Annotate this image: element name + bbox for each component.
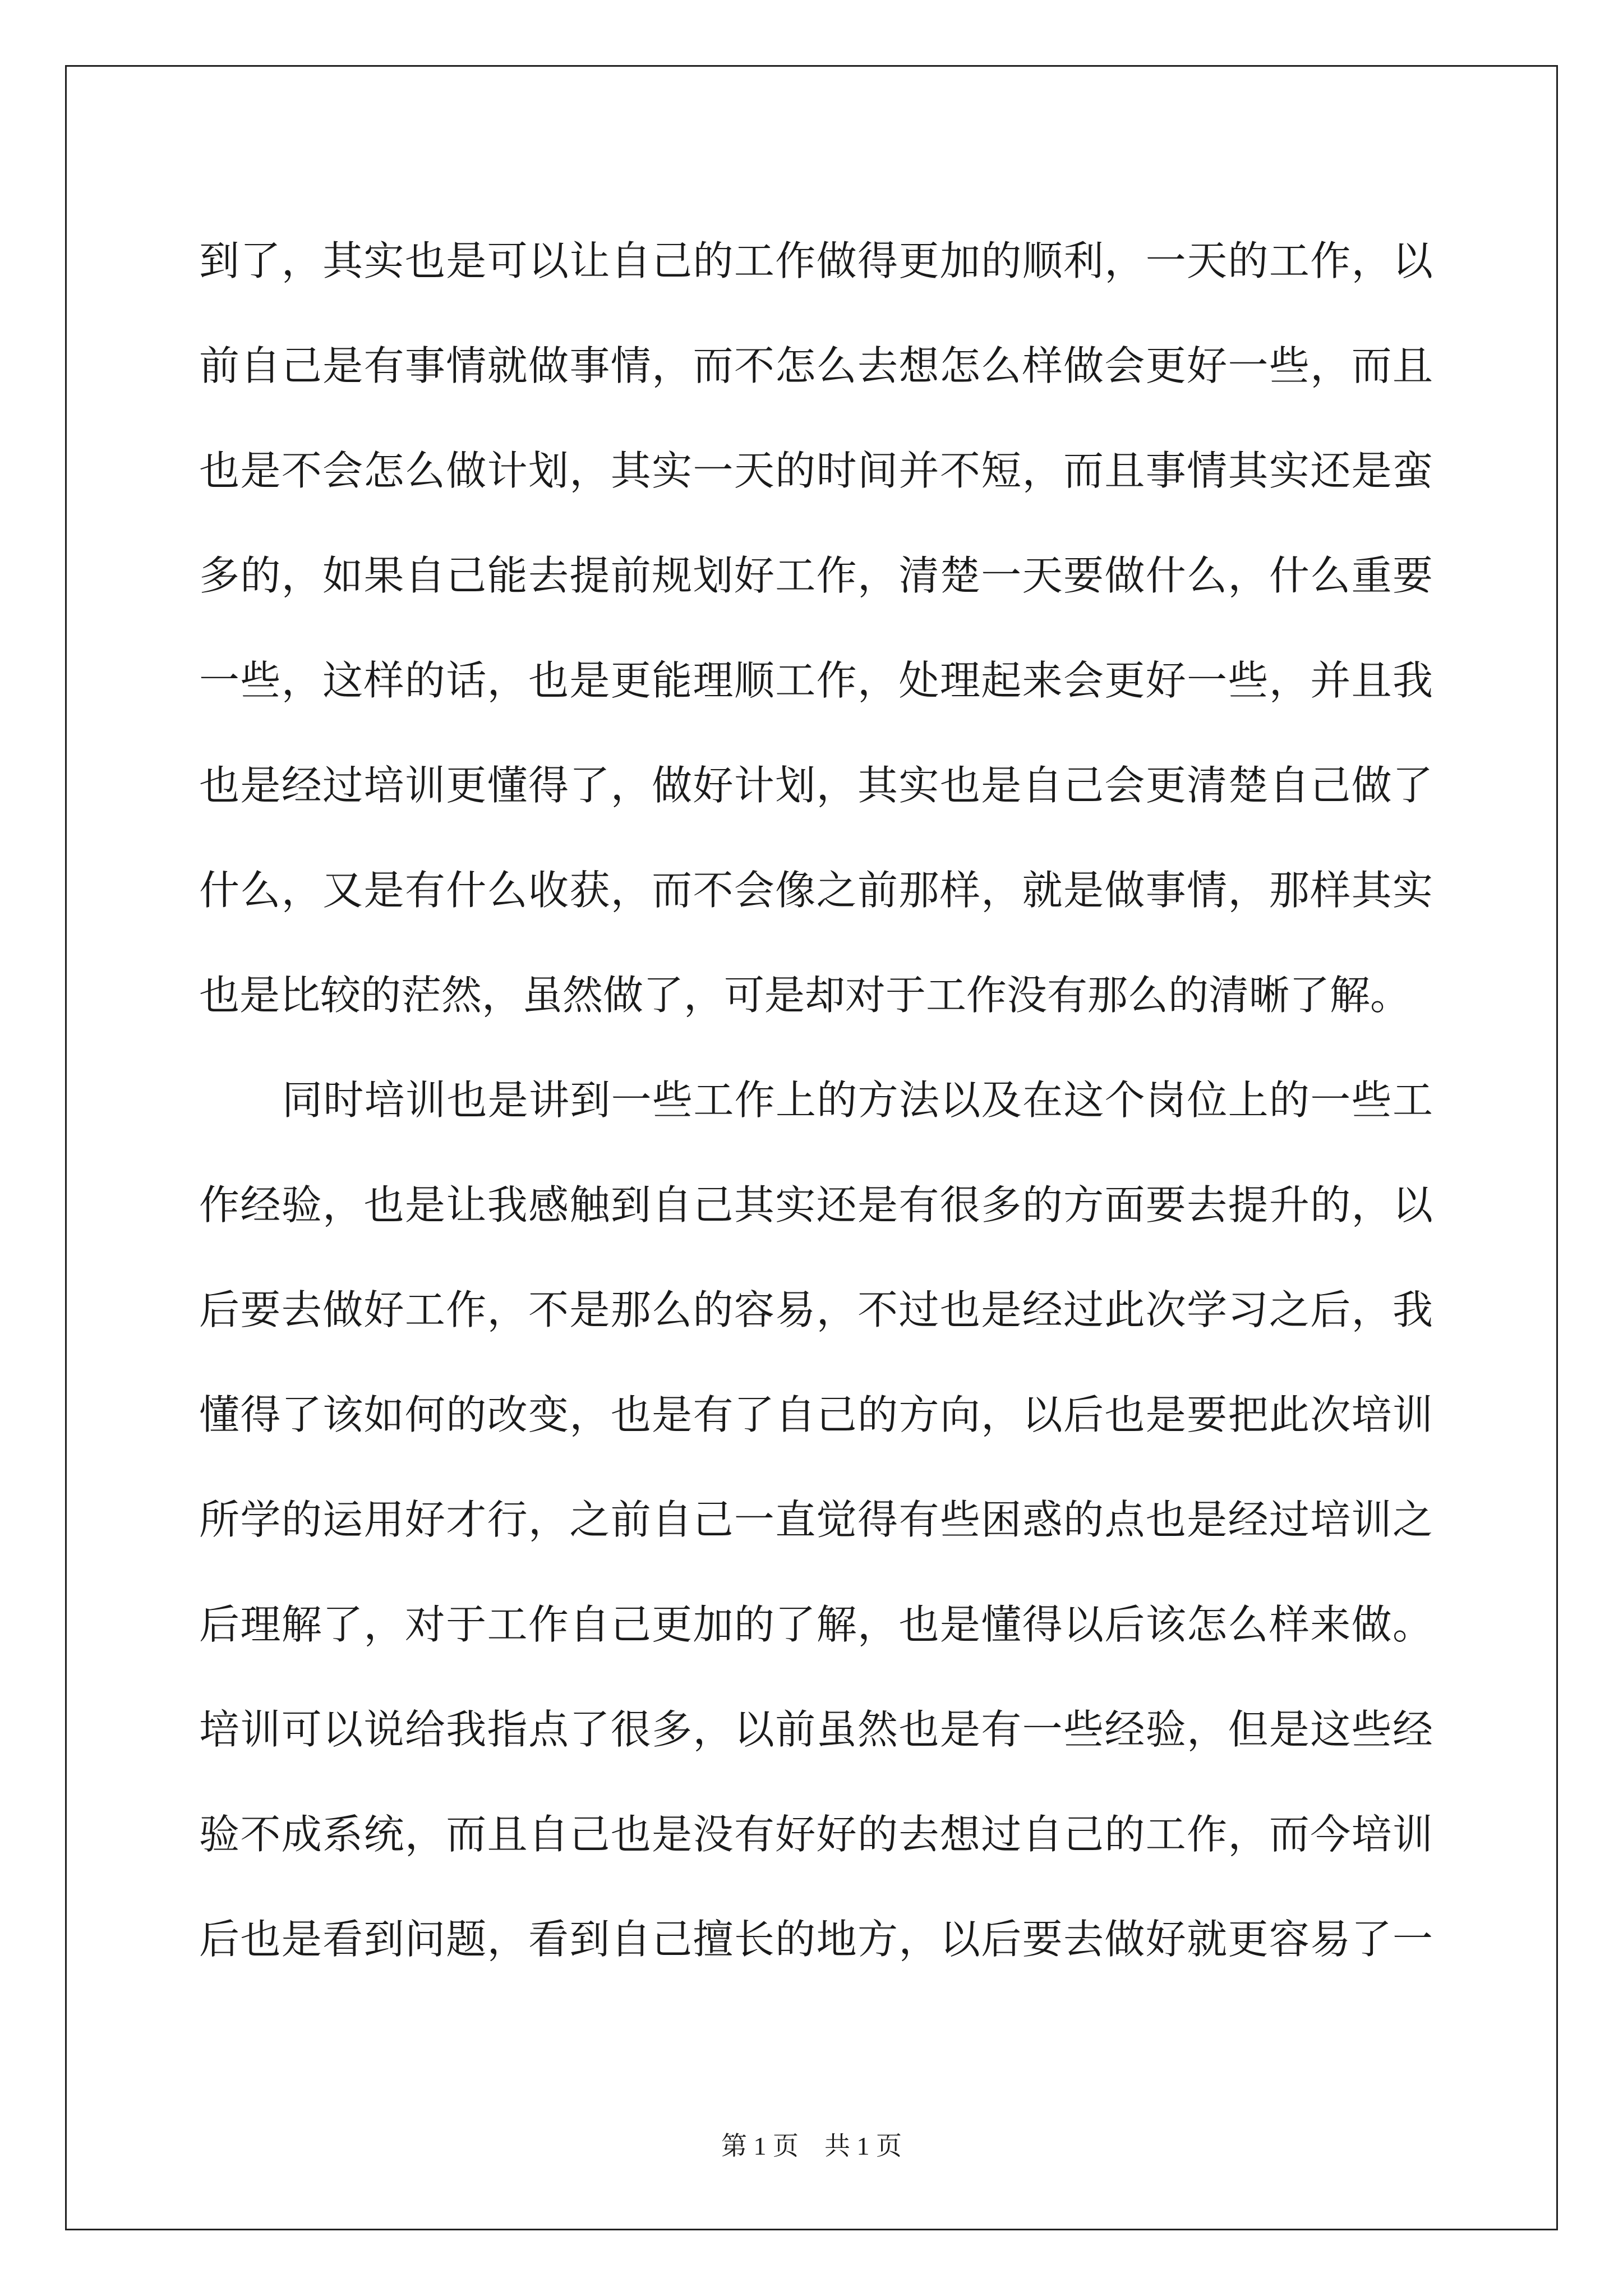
paragraph-1-line-8: 也是比较的茫然，虽然做了，可是却对于工作没有那么的清晰了解。 [199,972,1411,1019]
paragraph-1-line-2: 前自己是有事情就做事情，而不怎么去想怎么样做会更好一些，而且 [199,342,1433,389]
paragraph-2-line-3: 后要去做好工作，不是那么的容易，不过也是经过此次学习之后，我 [199,1286,1433,1333]
paragraph-2-line-1: 同时培训也是讲到一些工作上的方法以及在这个岗位上的一些工 [282,1076,1433,1124]
paragraph-2-line-9: 后也是看到问题，看到自己擅长的地方，以后要去做好就更容易了一 [199,1916,1433,1963]
paragraph-1-line-1: 到了，其实也是可以让自己的工作做得更加的顺利，一天的工作，以 [199,237,1433,284]
paragraph-2-line-4: 懂得了该如何的改变，也是有了自己的方向，以后也是要把此次培训 [199,1391,1433,1438]
paragraph-1-line-4: 多的，如果自己能去提前规划好工作，清楚一天要做什么，什么重要 [199,552,1433,599]
page-number: 第 1 页 共 1 页 [721,2132,902,2160]
paragraph-2-line-2: 作经验，也是让我感触到自己其实还是有很多的方面要去提升的，以 [199,1181,1433,1228]
paragraph-1-line-3: 也是不会怎么做计划，其实一天的时间并不短，而且事情其实还是蛮 [199,447,1433,494]
page-footer [0,2129,1623,2163]
paragraph-2-line-6: 后理解了，对于工作自己更加的了解，也是懂得以后该怎么样来做。 [199,1601,1433,1648]
paragraph-2-line-7: 培训可以说给我指点了很多，以前虽然也是有一些经验，但是这些经 [199,1706,1433,1753]
paragraph-2-line-8: 验不成系统，而且自己也是没有好好的去想过自己的工作，而今培训 [199,1811,1433,1858]
paragraph-2-line-5: 所学的运用好才行，之前自己一直觉得有些困惑的点也是经过培训之 [199,1496,1433,1543]
paragraph-1-line-5: 一些，这样的话，也是更能理顺工作，处理起来会更好一些，并且我 [199,657,1433,704]
paragraph-1-line-6: 也是经过培训更懂得了，做好计划，其实也是自己会更清楚自己做了 [199,762,1433,809]
document-body [199,209,1433,1992]
paragraph-1-line-7: 什么，又是有什么收获，而不会像之前那样，就是做事情，那样其实 [199,867,1433,914]
